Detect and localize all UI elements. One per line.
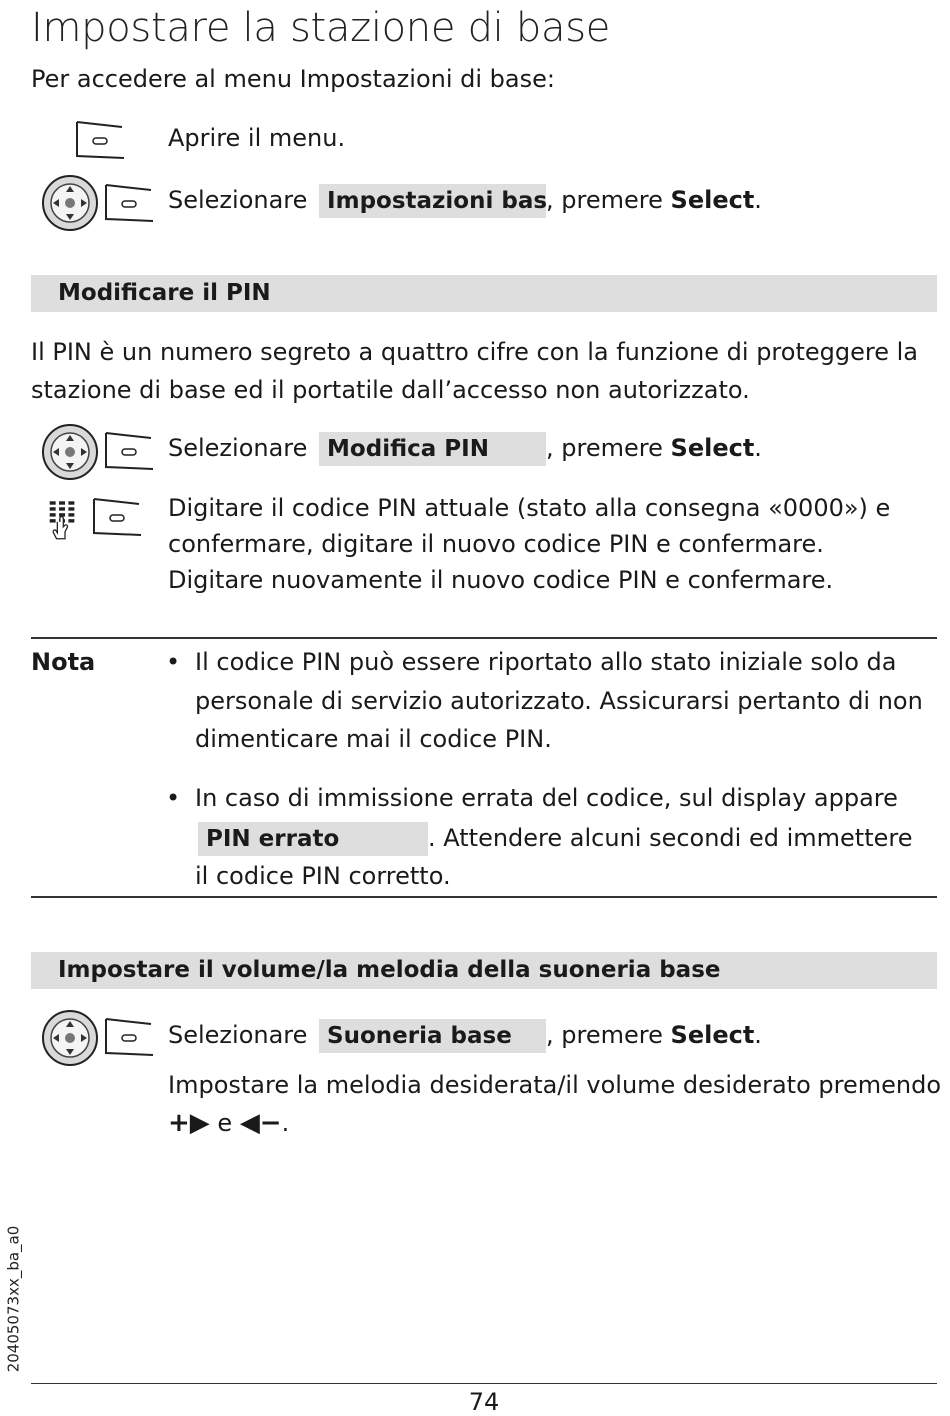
step-enter-line: Digitare il codice PIN attuale (stato alla consegna «0000») e — [168, 494, 891, 522]
pin-description: Il PIN è un numero segreto a quattro cifre con la funzione di proteggere la stazione di base ed il portatile dall’accesso non autorizzato. — [31, 338, 918, 404]
softkey-icon — [103, 431, 155, 471]
note-line: personale di servizio autorizzato. Assicurarsi pertanto di non — [195, 686, 923, 715]
select-keyword: Select — [670, 1021, 755, 1049]
step-prefix: Selezionare — [168, 1021, 308, 1049]
step-suffix: , premere — [546, 1021, 671, 1049]
keypad-icon — [48, 496, 82, 544]
note-line: dimenticare mai il codice PIN. — [195, 725, 552, 753]
step-suffix: , premere — [546, 434, 671, 462]
note-line: In caso di immissione errata del codice, sul display appare — [195, 784, 898, 812]
step-open-menu: Aprire il menu. — [168, 124, 346, 152]
step-suffix: , premere — [546, 186, 671, 214]
nav-key-icon — [41, 174, 99, 232]
step-prefix: Selezionare — [168, 434, 308, 462]
intro-text: Per accedere al menu Impostazioni di base: — [31, 65, 555, 93]
softkey-icon — [74, 120, 126, 160]
note-top-rule — [31, 637, 937, 639]
note-bullet-1 — [195, 643, 925, 759]
step-enter-pin — [168, 490, 890, 598]
ring-line: Impostare la melodia desiderata/il volume desiderato premendo — [168, 1071, 942, 1099]
step-prefix: Selezionare — [168, 186, 308, 214]
step-select-pin — [168, 430, 762, 466]
left-minus-keys: ◀− — [239, 1108, 282, 1138]
softkey-icon — [91, 497, 143, 537]
note-label: Nota — [31, 648, 96, 676]
display-text: Suoneria base — [319, 1019, 546, 1053]
softkey-icon — [103, 183, 155, 223]
footer-rule — [31, 1383, 937, 1384]
step-suffix-end: . — [754, 1021, 762, 1049]
step-enter-line: Digitare nuovamente il nuovo codice PIN e confermare. — [168, 566, 834, 594]
note-line — [195, 819, 925, 858]
ring-end: . — [281, 1109, 290, 1137]
bullet-icon: • — [166, 648, 181, 676]
step-suffix-end: . — [754, 186, 762, 214]
step-select-ring — [168, 1017, 762, 1053]
note-bullet-2 — [195, 779, 925, 896]
note-line: Il codice PIN può essere riportato allo stato iniziale solo da — [195, 648, 897, 676]
document-code: 20405073xx_ba_a0 — [4, 1225, 23, 1373]
section-heading-pin: Modificare il PIN — [31, 275, 937, 312]
page-number: 74 — [468, 1388, 500, 1416]
ring-keys-line — [168, 1104, 941, 1142]
note-line: il codice PIN corretto. — [195, 862, 451, 890]
ring-conjunction: e — [209, 1109, 240, 1137]
display-text: PIN errato — [198, 822, 428, 856]
select-keyword: Select — [670, 186, 755, 214]
ring-instructions — [168, 1066, 941, 1142]
step-enter-line: confermare, digitare il nuovo codice PIN e confermare. — [168, 530, 824, 558]
section-heading-ring: Impostare il volume/la melodia della suoneria base — [31, 952, 937, 989]
step-suffix-end: . — [754, 434, 762, 462]
display-text: Modifica PIN — [319, 432, 546, 466]
nav-key-icon — [41, 423, 99, 481]
bullet-icon: • — [166, 784, 181, 812]
nav-key-icon — [41, 1009, 99, 1067]
note-text: . Attendere alcuni secondi ed immettere — [428, 823, 913, 852]
display-text: Impostazioni bas — [319, 184, 546, 218]
plus-right-keys: +▶ — [168, 1108, 210, 1138]
note-bottom-rule — [31, 896, 937, 898]
softkey-icon — [103, 1017, 155, 1057]
page-title: Impostare la stazione di base — [31, 5, 611, 51]
select-keyword: Select — [670, 434, 755, 462]
step-select-base — [168, 182, 762, 218]
